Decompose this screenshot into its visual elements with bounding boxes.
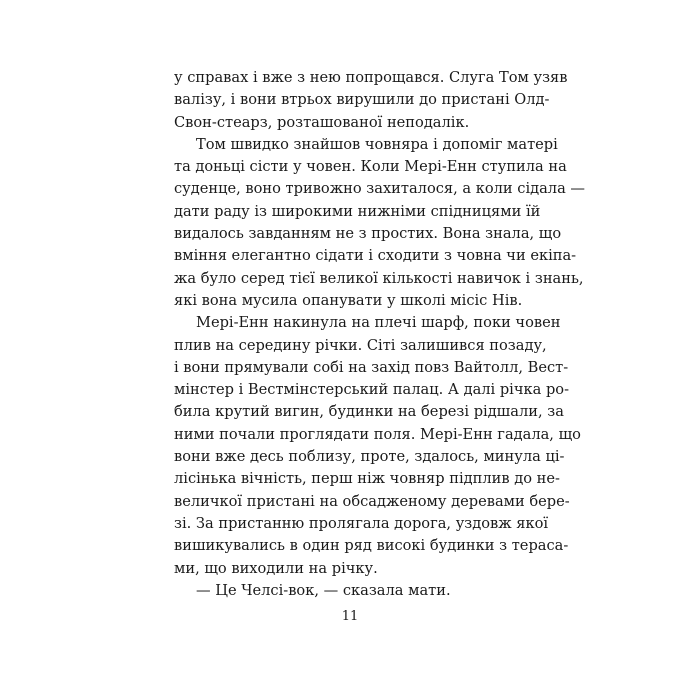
text-line: ними почали проглядати поля. Мері-Енн гадала, що xyxy=(174,425,581,443)
text-line: валізу, і вони втрьох вирушили до пристані Олд- xyxy=(174,91,550,109)
text-line: вміння елегантно сідати і сходити з човна чи екіпа- xyxy=(174,247,577,265)
text-line: у справах і вже з нею попрощався. Слуга Том узяв xyxy=(174,69,568,86)
text-line: величкої пристані на обсадженому деревами бере- xyxy=(174,492,570,510)
text-line: дати раду із широкими нижніми спідницями їй xyxy=(174,202,541,220)
text-line: мінстер і Вестмінстерський палац. А далі річка ро- xyxy=(174,381,570,399)
text-line: ми, що виходили на річку. xyxy=(174,559,378,577)
text-line: вишикувались в один ряд високі будинки з тераса- xyxy=(174,537,569,555)
text-line: вони вже десь поблизу, проте, здалось, минула ці- xyxy=(174,448,565,466)
body-text xyxy=(174,67,586,602)
page-number: 11 xyxy=(341,609,359,624)
paragraph xyxy=(174,312,581,580)
text-line: — Це Челсі-вок, — сказала мати. xyxy=(196,581,451,599)
text-line: жа було серед тієї великої кількості навичок і знань, xyxy=(174,269,584,287)
text-line: які вона мусила опанувати у школі місіс Нів. xyxy=(174,291,523,309)
text-line: била крутий вигин, будинки на березі рідшали, за xyxy=(174,403,564,421)
text-line: та доньці сісти у човен. Коли Мері-Енн ступила на xyxy=(174,158,567,176)
text-line: Мері-Енн накинула на плечі шарф, поки човен xyxy=(196,314,561,332)
text-line: плив на середину річки. Сіті залишився позаду, xyxy=(174,336,547,354)
text-line: і вони прямували собі на захід повз Вайтолл, Вест- xyxy=(174,358,569,376)
text-line: Том швидко знайшов човняра і допоміг матері xyxy=(196,135,558,153)
text-line: зі. За пристанню пролягала дорога, уздовж якої xyxy=(174,514,549,532)
text-line: Свон-стеарз, розташованої неподалік. xyxy=(174,113,470,131)
paragraph xyxy=(174,67,568,134)
text-line: суденце, воно тривожно захиталося, а коли сідала — xyxy=(174,180,586,198)
text-line: лісінька вічність, перш ніж човняр підплив до не- xyxy=(174,470,560,488)
paragraph xyxy=(174,580,526,602)
paragraph xyxy=(174,134,586,312)
text-line: видалось завданням не з простих. Вона знала, що xyxy=(174,225,562,243)
